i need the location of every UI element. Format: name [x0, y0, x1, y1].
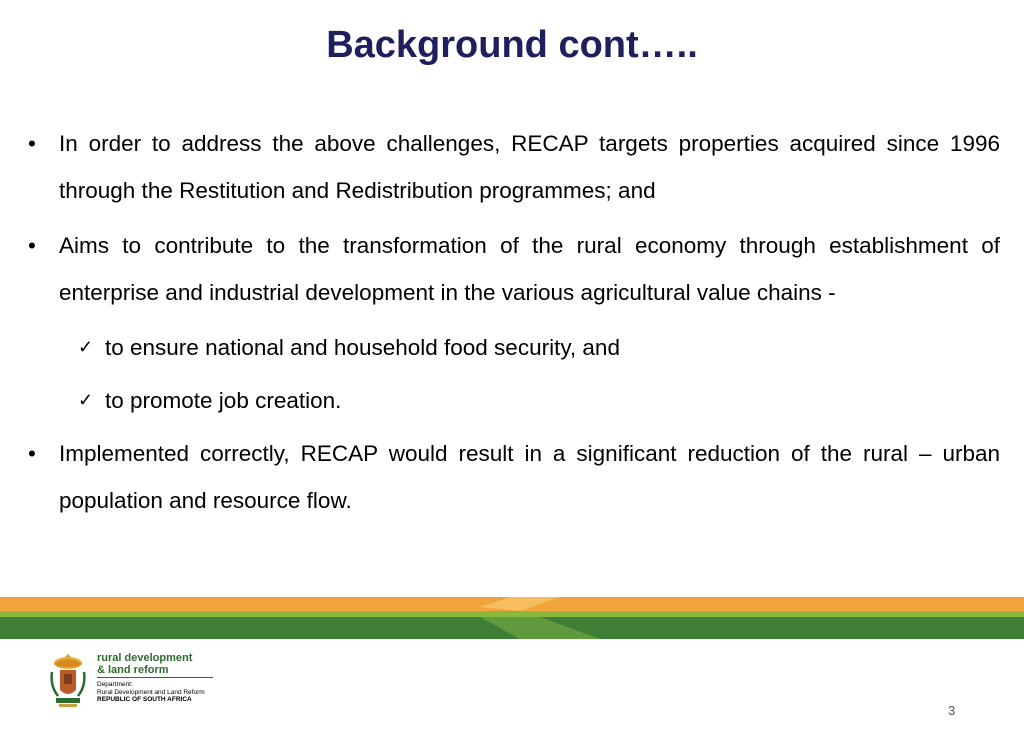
bullet-item: [28, 120, 1000, 214]
bullet-icon: •: [28, 131, 36, 156]
checkmark-icon: ✓: [78, 390, 94, 410]
bullet-text: Aims to contribute to the transformation of the rural economy through establishment of enterprise and industrial development in the various agricultural value chains -: [59, 233, 1000, 305]
sub-bullet-item: [28, 324, 1000, 371]
bullet-text: In order to address the above challenges, RECAP targets properties acquired since 1996 through the Restitution and Redistribution programmes; and: [59, 131, 1000, 203]
sub-bullet-text: to promote job creation.: [105, 388, 342, 413]
department-country: REPUBLIC OF SOUTH AFRICA: [97, 696, 192, 703]
page-number: 3: [948, 703, 956, 718]
bullet-icon: •: [28, 233, 36, 258]
department-line: Rural Development and Land Reform: [97, 688, 205, 696]
logo-department: [97, 681, 205, 704]
slide-body: [28, 120, 1000, 532]
department-line: Department:: [97, 681, 133, 688]
checkmark-icon: ✓: [78, 337, 94, 357]
logo-name-line: rural development: [97, 652, 193, 664]
logo-name: [97, 652, 192, 676]
bullet-item: [28, 430, 1000, 524]
decorative-stripe-band: [0, 597, 1024, 639]
logo-name-line: & land reform: [97, 664, 169, 676]
bullet-item: [28, 222, 1000, 316]
bullet-text: Implemented correctly, RECAP would result in a significant reduction of the rural – urban population and resource flow.: [59, 441, 1000, 513]
logo-divider: [97, 677, 213, 678]
sub-bullet-text: to ensure national and household food security, and: [105, 335, 620, 360]
bullet-icon: •: [28, 441, 36, 466]
slide-title: Background cont…..: [326, 24, 698, 66]
sub-bullet-item: [28, 377, 1000, 424]
